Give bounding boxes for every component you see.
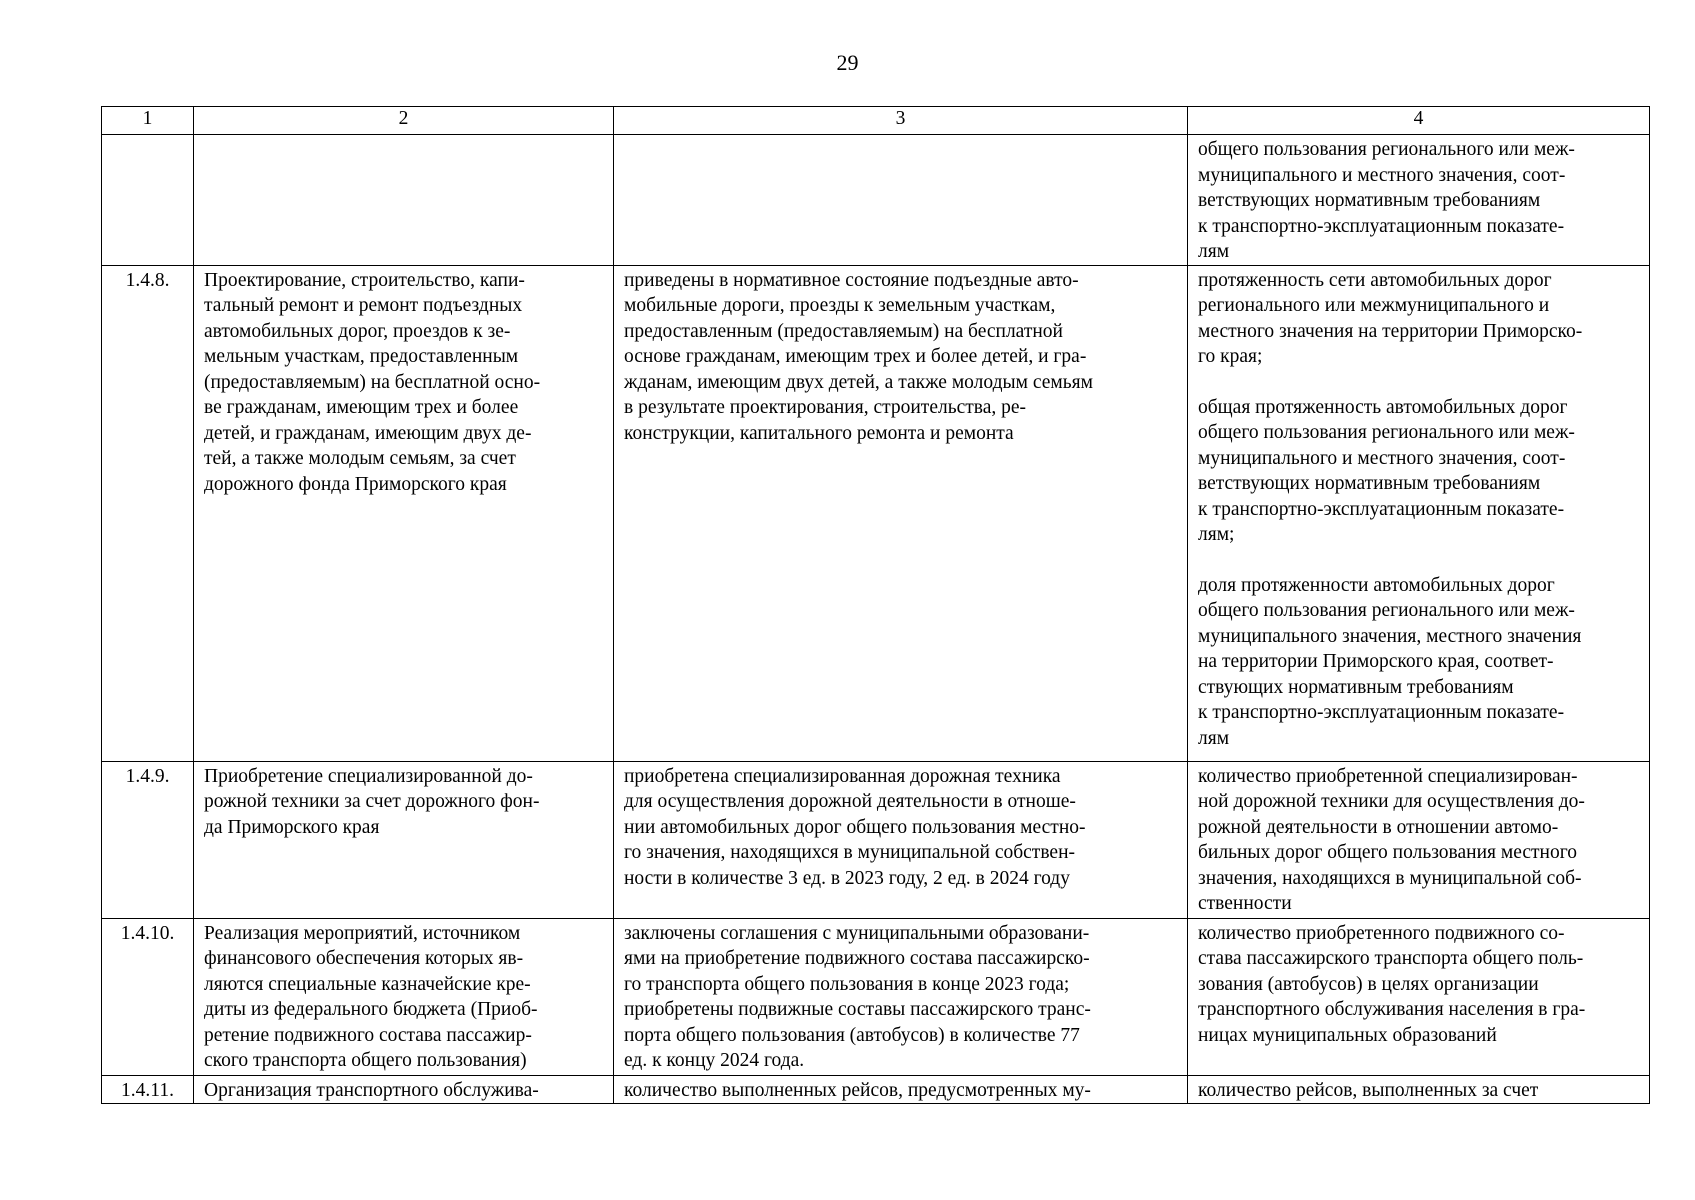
measure-result: приобретена специализированная дорожная техника для осуществления дорожной деятельности в отноше- нии автомобильных дорог общего пользования местно- го значения, находящихся в муниципальной собствен- ности в количестве 3 ед. в 2023 году, 2 ед. в 2024 году	[624, 765, 1086, 889]
indicator-text: общая протяженность автомобильных дорог общего пользования регионального или меж- муниципального и местного значения, соот- ветствующих нормативным требованиям к транспортно-эксплуатационным показате- лям;	[1198, 396, 1575, 545]
table-row-1-4-11	[102, 1075, 1650, 1104]
cell-result	[614, 761, 1188, 918]
cell-result-empty	[614, 135, 1188, 266]
table-row-1-4-8	[102, 265, 1650, 761]
cell-result	[614, 265, 1188, 761]
cell-num: 1.4.9.	[102, 761, 194, 918]
measure-title: Проектирование, строительство, капи- тальный ремонт и ремонт подъездных автомобильных дорог, проездов к зе- мельным участкам, предоставленным (предоставляемым) на бесплатной осно- ве гражданам, имеющим трех и более детей, и гражданам, имеющим двух де- тей, а также молодым семьям, за счет дорожного фонда Приморского края	[204, 269, 541, 495]
cell-title	[194, 265, 614, 761]
measure-result: количество выполненных рейсов, предусмотренных му-	[624, 1079, 1091, 1101]
page-number: 29	[836, 50, 859, 75]
table-row-1-4-9	[102, 761, 1650, 918]
indicator-text: общего пользования регионального или меж- муниципального и местного значения, соот- ветствующих нормативным требованиям к транспортно-эксплуатационным показате- лям	[1198, 139, 1575, 262]
measures-table	[101, 106, 1650, 1104]
measure-title: Реализация мероприятий, источником финансового обеспечения которых яв- ляются специальные казначейские кре- диты из федерального бюджета (Приоб- ретение подвижного состава пассажир- ского транспорта общего пользования)	[204, 922, 538, 1071]
cell-indicators	[1188, 135, 1650, 266]
cell-title-empty	[194, 135, 614, 266]
cell-indicators	[1188, 761, 1650, 918]
cell-indicators	[1188, 1075, 1650, 1104]
cell-num: 1.4.8.	[102, 265, 194, 761]
cell-result	[614, 918, 1188, 1075]
header-cell-4: 4	[1188, 107, 1650, 135]
cell-num: 1.4.10.	[102, 918, 194, 1075]
indicator-text: протяженность сети автомобильных дорог регионального или межмуниципального и местного значения на территории Приморско- го края;	[1198, 269, 1583, 367]
header-cell-2: 2	[194, 107, 614, 135]
cell-result	[614, 1075, 1188, 1104]
measure-result: заключены соглашения с муниципальными образовани- ями на приобретение подвижного состава пассажирско- го транспорта общего пользования в конце 2023 года; приобретены подвижные составы пассажирского транс- порта общего пользования (автобусов) в количестве 77 ед. к концу 2024 года.	[624, 922, 1091, 1071]
measure-title: Организация транспортного обслужива-	[204, 1079, 539, 1101]
indicator-text: доля протяженности автомобильных дорог общего пользования регионального или меж- муниципального значения, местного значения на территории Приморского края, соответ- ствующих нормативным требованиям к транспортно-эксплуатационным показате- лям	[1198, 574, 1582, 749]
cell-num: 1.4.11.	[102, 1075, 194, 1104]
cell-indicators	[1188, 265, 1650, 761]
table-row-continuation	[102, 135, 1650, 266]
header-cell-3: 3	[614, 107, 1188, 135]
indicator-text: количество приобретенного подвижного со- става пассажирского транспорта общего поль- зования (автобусов) в целях организации транспортного обслуживания населения в гра- ницах муниципальных образований	[1198, 922, 1586, 1046]
measure-title: Приобретение специализированной до- рожной техники за счет дорожного фон- да Приморского края	[204, 765, 540, 838]
header-cell-1: 1	[102, 107, 194, 135]
cell-num-empty	[102, 135, 194, 266]
indicator-text: количество рейсов, выполненных за счет	[1198, 1079, 1539, 1101]
cell-indicators	[1188, 918, 1650, 1075]
cell-title	[194, 918, 614, 1075]
indicator-text: количество приобретенной специализирован- ной дорожной техники для осуществления до- рожной деятельности в отношении автомо- бильных дорог общего пользования местного значения, находящихся в муниципальной соб- ственности	[1198, 765, 1585, 914]
table-row-1-4-10	[102, 918, 1650, 1075]
table-header-row	[102, 107, 1650, 135]
measure-result: приведены в нормативное состояние подъездные авто- мобильные дороги, проезды к земельным участкам, предоставленным (предоставляемым) на бесплатной основе гражданам, имеющим трех и более детей, и гра- жданам, имеющим двух детей, а также молодым семьям в результате проектирования, строительства, ре- конструкции, капитального ремонта и ремонта	[624, 269, 1093, 444]
cell-title	[194, 761, 614, 918]
cell-title	[194, 1075, 614, 1104]
